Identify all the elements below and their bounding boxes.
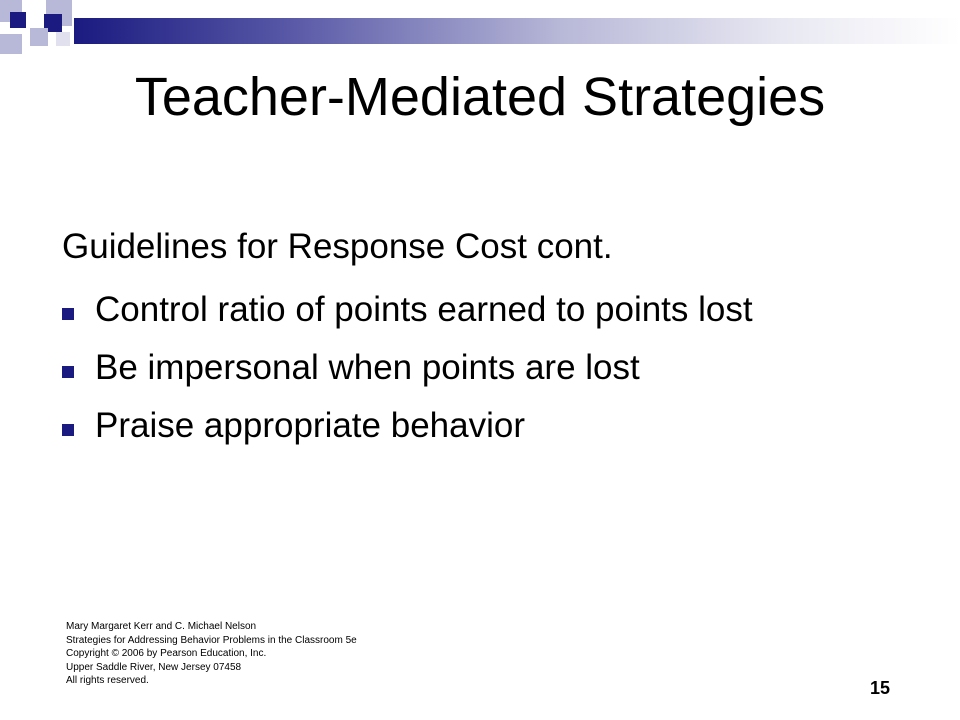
bullet-text: Be impersonal when points are lost xyxy=(95,348,640,387)
credit-line: Strategies for Addressing Behavior Problems in the Classroom 5e xyxy=(66,634,357,646)
credit-line: All rights reserved. xyxy=(66,675,149,686)
decor-square xyxy=(30,28,48,46)
credit-line: Mary Margaret Kerr and C. Michael Nelson xyxy=(66,621,257,632)
square-bullet-icon xyxy=(62,366,74,378)
copyright-footer xyxy=(66,620,357,688)
slide-title: Teacher-Mediated Strategies xyxy=(134,67,826,127)
decor-square xyxy=(10,12,26,28)
credit-line: Copyright © 2006 by Pearson Education, Inc. xyxy=(66,648,267,659)
square-bullet-icon xyxy=(62,424,74,436)
slide-heading: Guidelines for Response Cost cont. xyxy=(62,227,613,266)
square-bullet-icon xyxy=(62,308,74,320)
title-gradient-bar xyxy=(74,18,960,44)
credit-line: Upper Saddle River, New Jersey 07458 xyxy=(66,661,242,673)
bullet-list xyxy=(62,287,753,461)
decor-square xyxy=(0,34,22,54)
bullet-item xyxy=(62,345,753,403)
bullet-item xyxy=(62,403,753,461)
bullet-text: Control ratio of points earned to points lost xyxy=(95,290,753,329)
bullet-text: Praise appropriate behavior xyxy=(95,406,525,445)
page-number: 15 xyxy=(870,678,891,698)
decor-square xyxy=(56,32,70,46)
bullet-item xyxy=(62,287,753,345)
